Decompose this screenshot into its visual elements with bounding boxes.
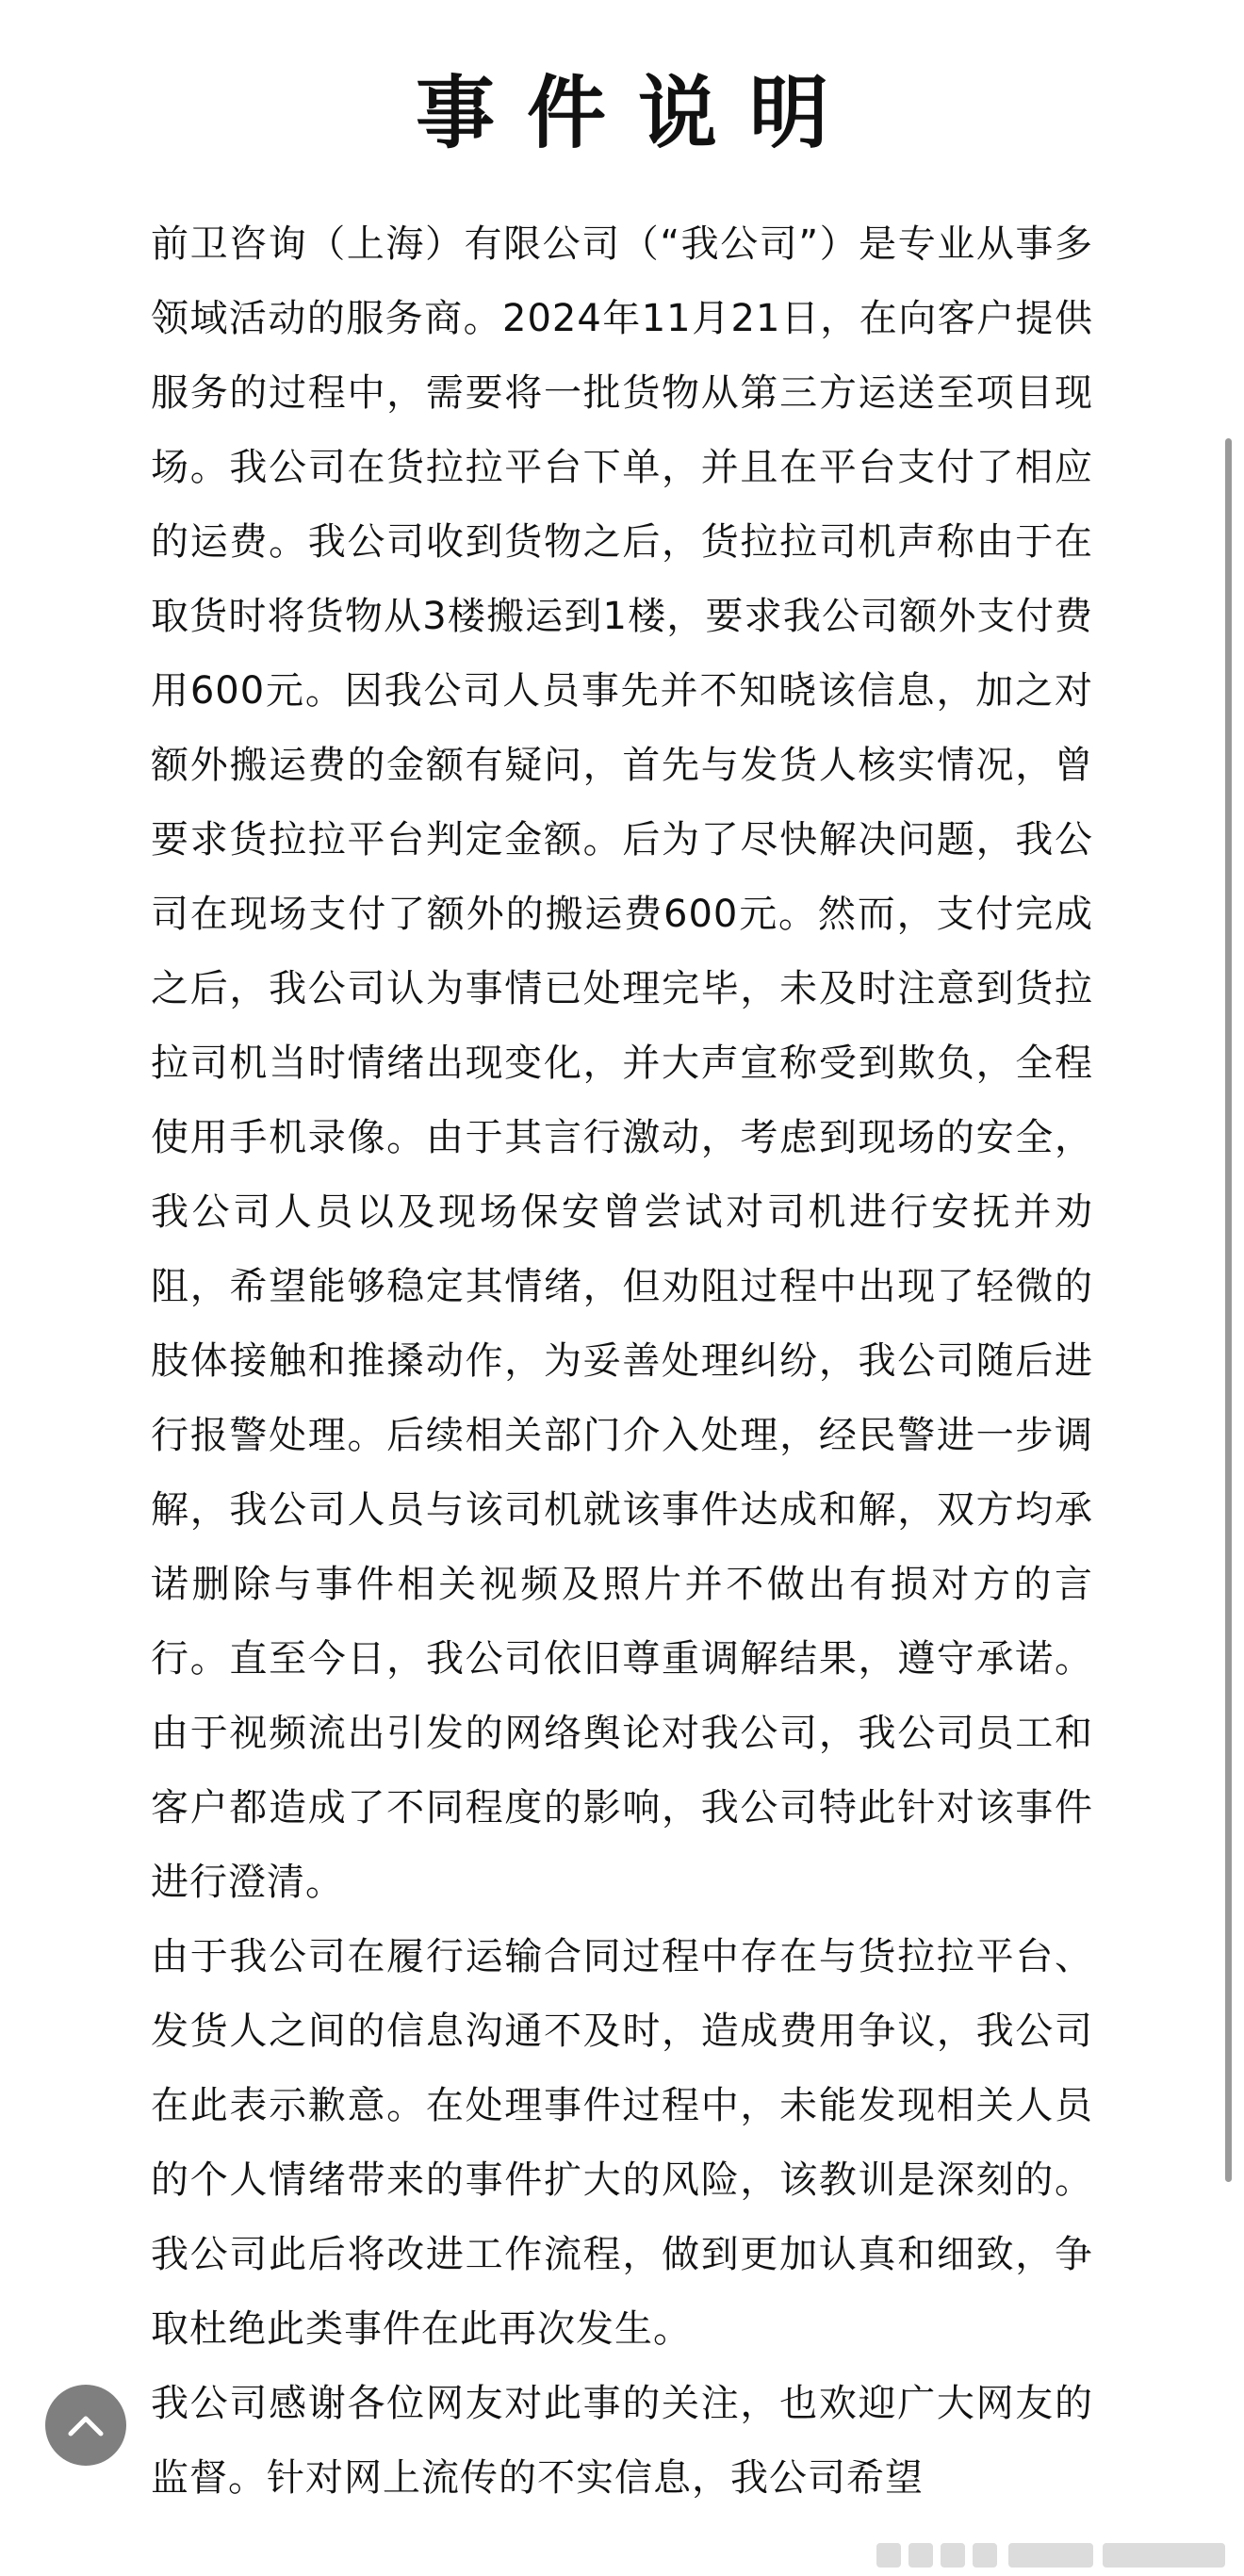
document-body (151, 207, 1093, 2516)
paragraph-1: 前卫咨询（上海）有限公司（“我公司”）是专业从事多领域活动的服务商。2024年11月21日，在向客户提供服务的过程中，需要将一批货物从第三方运送至项目现场。我公司在货拉拉平台下单，并且在平台支付了相应的运费。我公司收到货物之后，货拉拉司机声称由于在取货时将货物从3楼搬运到1楼，要求我公司额外支付费用600元。因我公司人员事先并不知晓该信息，加之对额外搬运费的金额有疑问，首先与发货人核实情况，曾要求货拉拉平台判定金额。后为了尽快解决问题，我公司在现场支付了额外的搬运费600元。然而，支付完成之后，我公司认为事情已处理完毕，未及时注意到货拉拉司机当时情绪出现变化，并大声宣称受到欺负，全程使用手机录像。由于其言行激动，考虑到现场的安全，我公司人员以及现场保安曾尝试对司机进行安抚并劝阻，希望能够稳定其情绪，但劝阻过程中出现了轻微的肢体接触和推搡动作，为妥善处理纠纷，我公司随后进行报警处理。后续相关部门介入处理，经民警进一步调解，我公司人员与该司机就该事件达成和解，双方均承诺删除与事件相关视频及照片并不做出有损对方的言行。直至今日，我公司依旧尊重调解结果，遵守承诺。由于视频流出引发的网络舆论对我公司，我公司员工和客户都造成了不同程度的影响，我公司特此针对该事件进行澄清。 (151, 222, 1093, 1904)
document (151, 57, 1093, 2516)
chevron-up-icon (67, 2413, 105, 2437)
paragraph-2: 由于我公司在履行运输合同过程中存在与货拉拉平台、发货人之间的信息沟通不及时，造成费用争议，我公司在此表示歉意。在处理事件过程中，未能发现相关人员的个人情绪带来的事件扩大的风险，该教训是深刻的。我公司此后将改进工作流程，做到更加认真和细致，争取杜绝此类事件在此再次发生。 (151, 1935, 1093, 2351)
document-title: 事件说明 (415, 67, 860, 159)
vertical-scrollbar[interactable] (1225, 438, 1232, 2182)
paragraph-3: 我公司感谢各位网友对此事的关注，也欢迎广大网友的监督。针对网上流传的不实信息，我公司希望 (151, 2382, 1093, 2500)
back-to-top-button[interactable] (45, 2385, 126, 2466)
watermark-logo (876, 2535, 1235, 2573)
